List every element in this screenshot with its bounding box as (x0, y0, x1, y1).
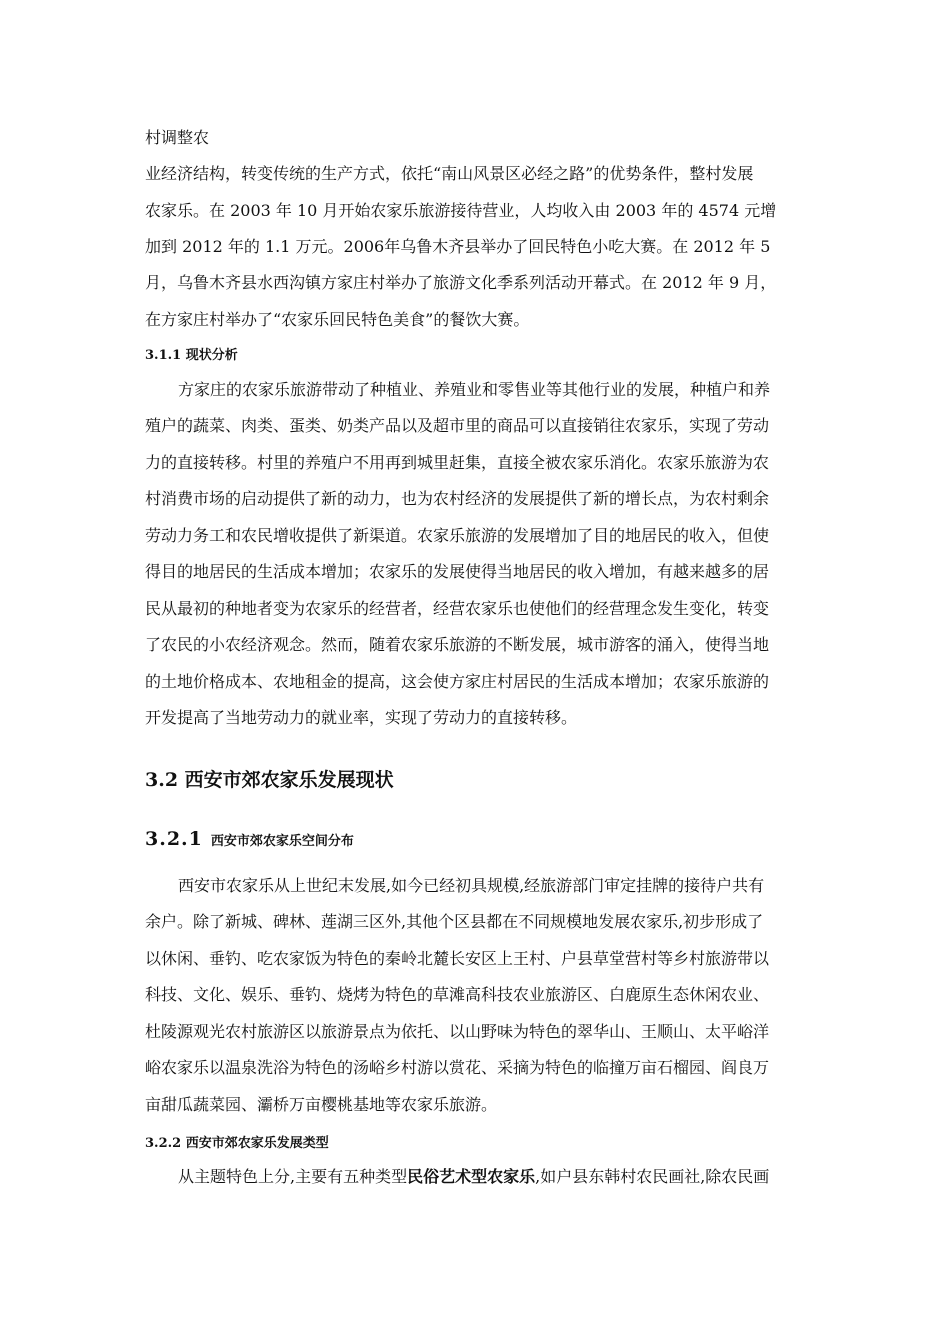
paragraph-line (178, 1167, 769, 1187)
paragraph-line: 以休闲、垂钓、吃农家饭为特色的秦岭北麓长安区上王村、户县草堂营村等乡村旅游带以 (145, 949, 770, 968)
paragraph-line: 得目的地居民的生活成本增加；农家乐的发展使得当地居民的收入增加，有越来越多的居 (145, 562, 770, 581)
section-heading-3-2-2: 3.2.2 西安市郊农家乐发展类型 (145, 1136, 329, 1151)
paragraph-line: 科技、文化、娱乐、垂钓、烧烤为特色的草滩高科技农业旅游区、白鹿原生态休闲农业、 (145, 985, 770, 1004)
intro-line: 村调整农 (145, 128, 210, 147)
paragraph-line: 开发提高了当地劳动力的就业率，实现了劳动力的直接转移。 (145, 708, 578, 727)
paragraph-line: 方家庄的农家乐旅游带动了种植业、养殖业和零售业等其他行业的发展，种植户和养 (178, 380, 771, 399)
intro-line: 在方家庄村举办了“农家乐回民特色美食”的餐饮大赛。 (145, 310, 530, 329)
section-heading-3-2-1 (145, 826, 354, 852)
paragraph-line: 劳动力务工和农民增收提供了新渠道。农家乐旅游的发展增加了目的地居民的收入，但使 (145, 526, 770, 545)
section-number: 3.2.1 (145, 828, 203, 850)
paragraph-line: 西安市农家乐从上世纪末发展,如今已经初具规模,经旅游部门审定挂牌的接待户共有 (178, 876, 765, 895)
paragraph-line: 力的直接转移。村里的养殖户不用再到城里赶集，直接全被农家乐消化。农家乐旅游为农 (145, 453, 770, 472)
paragraph-line: 余户。除了新城、碑林、莲湖三区外,其他个区县都在不同规模地发展农家乐,初步形成了 (145, 912, 764, 931)
intro-line: 业经济结构，转变传统的生产方式，依托“南山风景区必经之路”的优势条件，整村发展 (145, 164, 754, 183)
emphasis-text: 民俗艺术型农家乐 (407, 1167, 536, 1186)
paragraph-line: 了农民的小农经济观念。然而，随着农家乐旅游的不断发展，城市游客的涌入，使得当地 (145, 635, 770, 654)
section-title: 西安市郊农家乐空间分布 (210, 834, 354, 849)
intro-line: 加到 2012 年的 1.1 万元。2006年乌鲁木齐县举办了回民特色小吃大赛。在 2012 年 5 (145, 237, 771, 256)
paragraph-line: 村消费市场的启动提供了新的动力，也为农村经济的发展提供了新的增长点，为农村剩余 (145, 489, 770, 508)
paragraph-line: 的土地价格成本、农地租金的提高，这会使方家庄村居民的生活成本增加；农家乐旅游的 (145, 672, 770, 691)
paragraph-text: 从主题特色上分,主要有五种类型 (178, 1167, 408, 1186)
section-heading-3-2: 3.2 西安市郊农家乐发展现状 (145, 769, 394, 791)
intro-line: 农家乐。在 2003 年 10 月开始农家乐旅游接待营业，人均收入由 2003 年的 4574 元增 (145, 201, 777, 220)
paragraph-text: ,如户县东韩村农民画社,除农民画 (535, 1167, 770, 1186)
intro-line: 月，乌鲁木齐县水西沟镇方家庄村举办了旅游文化季系列活动开幕式。在 2012 年 9 月， (145, 273, 777, 292)
paragraph-line: 峪农家乐以温泉洗浴为特色的汤峪乡村游以赏花、采摘为特色的临撞万亩石榴园、阎良万 (145, 1058, 770, 1077)
paragraph-line: 殖户的蔬菜、肉类、蛋类、奶类产品以及超市里的商品可以直接销往农家乐，实现了劳动 (145, 416, 770, 435)
section-heading-3-1-1: 3.1.1 现状分析 (145, 348, 238, 363)
paragraph-line: 亩甜瓜蔬菜园、灞桥万亩樱桃基地等农家乐旅游。 (145, 1095, 498, 1114)
paragraph-line: 杜陵源观光农村旅游区以旅游景点为依托、以山野味为特色的翠华山、王顺山、太平峪洋 (145, 1022, 770, 1041)
paragraph-line: 民从最初的种地者变为农家乐的经营者，经营农家乐也使他们的经营理念发生变化，转变 (145, 599, 770, 618)
